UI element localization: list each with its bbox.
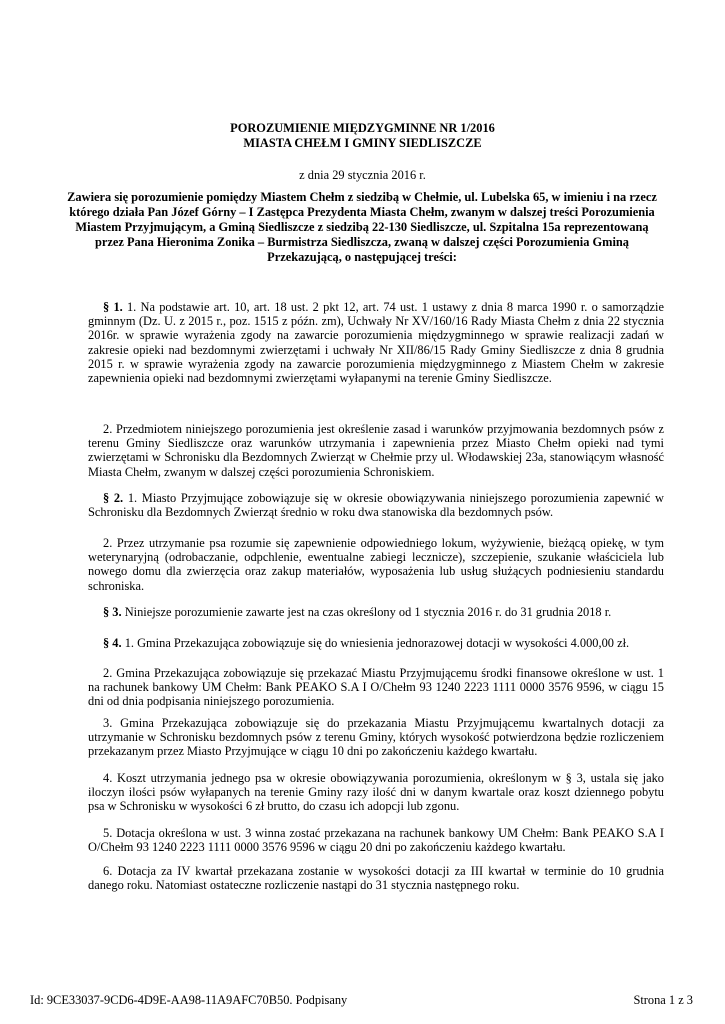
document-title-line-2: MIASTA CHEŁM I GMINY SIEDLISZCZE [243,136,482,150]
section-3-paragraph-1 [88,605,664,619]
document-title-line-1: POROZUMIENIE MIĘDZYGMINNE NR 1/2016 [230,121,495,135]
section-3-mark: § 3. [103,605,122,619]
footer-document-id: Id: 9CE33037-9CD6-4D9E-AA98-11A9AFC70B50. Podpisany [30,993,348,1007]
section-4-paragraph-5: 5. Dotacja określona w ust. 3 winna zostać przekazana na rachunek bankowy UM Chełm: Bank PEAKO S.A I O/Chełm 93 1240 2223 1111 0000 3576 9596 w ciągu 20 dni po zakończeniu każdego kwartału. [88,826,664,855]
section-3-text-1: Niniejsze porozumienie zawarte jest na czas określony od 1 stycznia 2016 r. do 31 grudnia 2018 r. [124,605,612,619]
section-1-paragraph-1 [88,300,664,385]
section-2-mark: § 2. [103,491,124,505]
section-4-paragraph-1 [88,636,664,650]
intro-paragraph: Zawiera się porozumienie pomiędzy Miastem Chełm z siedzibą w Chełmie, ul. Lubelska 65, w imieniu i na rzecz którego działa Pan Józef Górny – I Zastępca Prezydenta Miasta Chełm, zwanym w dalszej treści Porozumienia Miastem Przyjmującym, a Gminą Siedliszcze z siedzibą 22-130 Siedliszcze, ul. Szpitalna 15a reprezentowaną przez Pana Hieronima Zonika – Burmistrza Siedliszcza, zwaną w dalszej części Porozumienia Gminą Przekazującą, o następującej treści: [67,190,657,264]
section-4-paragraph-4: 4. Koszt utrzymania jednego psa w okresie obowiązywania porozumienia, określonym w § 3, ustala się jako iloczyn ilości psów wyłapanych na terenie Gminy razy ilość dni w danym kwartale oraz koszt dziennego pobytu psa w Schronisku w wysokości 6 zł brutto, do czasu ich adopcji lub zgonu. [88,771,664,814]
document-date: z dnia 29 stycznia 2016 r. [299,168,426,182]
section-1-text-1: 1. Na podstawie art. 10, art. 18 ust. 2 pkt 12, art. 74 ust. 1 ustawy z dnia 8 marca 1990 r. o samorządzie gminnym (Dz. U. z 2015 r., poz. 1515 z późn. zm), Uchwały Nr XV/160/16 Rady Miasta Chełm z dnia 22 stycznia 2016r. w sprawie wyrażenia zgody na zawarcie porozumienia międzygminnego w sprawie realizacji zadań w zakresie opieki nad bezdomnymi zwierzętami i uchwały Nr XII/86/15 Rady Gminy Siedliszcze z dnia 8 grudnia 2015 r. w sprawie wyrażenia zgody na zawarcie porozumienia międzygminnego z Miastem Chełm w zakresie zapewnienia opieki nad bezdomnymi zwierzętami wyłapanymi na terenie Gminy Siedliszcze. [88,300,664,386]
footer-page-number: Strona 1 z 3 [633,993,693,1007]
section-4-text-1: 1. Gmina Przekazująca zobowiązuje się do wniesienia jednorazowej dotacji w wysokości 4.000,00 zł. [124,636,630,650]
section-4-mark: § 4. [103,636,122,650]
section-4-paragraph-2: 2. Gmina Przekazująca zobowiązuje się przekazać Miastu Przyjmującemu środki finansowe określone w ust. 1 na rachunek bankowy UM Chełm: Bank PEAKO S.A I O/Chełm 93 1240 2223 1111 0000 3576 9596, w ciągu 15 dni od dnia podpisania niniejszego porozumienia. [88,666,664,709]
section-4-paragraph-6: 6. Dotacja za IV kwartał przekazana zostanie w wysokości dotacji za III kwartał w terminie do 10 grudnia danego roku. Natomiast ostateczne rozliczenie nastąpi do 31 stycznia następnego roku. [88,864,664,893]
section-2-text-1: 1. Miasto Przyjmujące zobowiązuje się w okresie obowiązywania niniejszego porozumienia zapewnić w Schronisku dla Bezdomnych Zwierząt średnio w roku dwa stanowiska dla bezdomnych psów. [88,491,664,520]
section-2-paragraph-1 [88,491,664,519]
section-1-paragraph-2: 2. Przedmiotem niniejszego porozumienia jest określenie zasad i warunków przyjmowania bezdomnych psów z terenu Gminy Siedliszcze oraz warunków utrzymania i zapewnienia przez Miasto Chełm opieki nad tymi zwierzętami w Schronisku dla Bezdomnych Zwierząt w Chełmie przy ul. Włodawskiej 23a, stanowiącym własność Miasta Chełm, zwanym w dalszej części porozumienia Schroniskiem. [88,422,664,479]
section-4-paragraph-3: 3. Gmina Przekazująca zobowiązuje się do przekazania Miastu Przyjmującemu kwartalnych dotacji za utrzymanie w Schronisku bezdomnych psów z terenu Gminy, których wysokość potwierdzona będzie rozliczeniem przekazanym przez Miasto Przyjmujące w ciągu 10 dni po zakończeniu każdego kwartału. [88,716,664,759]
section-1-mark: § 1. [103,300,123,314]
section-2-paragraph-2: 2. Przez utrzymanie psa rozumie się zapewnienie odpowiedniego lokum, wyżywienie, bieżącą opiekę, w tym weterynaryjną (odrobaczanie, odpchlenie, ewentualne zabiegi lecznicze), szczepienie, szukanie właściciela lub nowego domu dla zwierzęcia oraz zakup materiałów, wyposażenia lub usług służących podniesieniu standardu schroniska. [88,536,664,593]
